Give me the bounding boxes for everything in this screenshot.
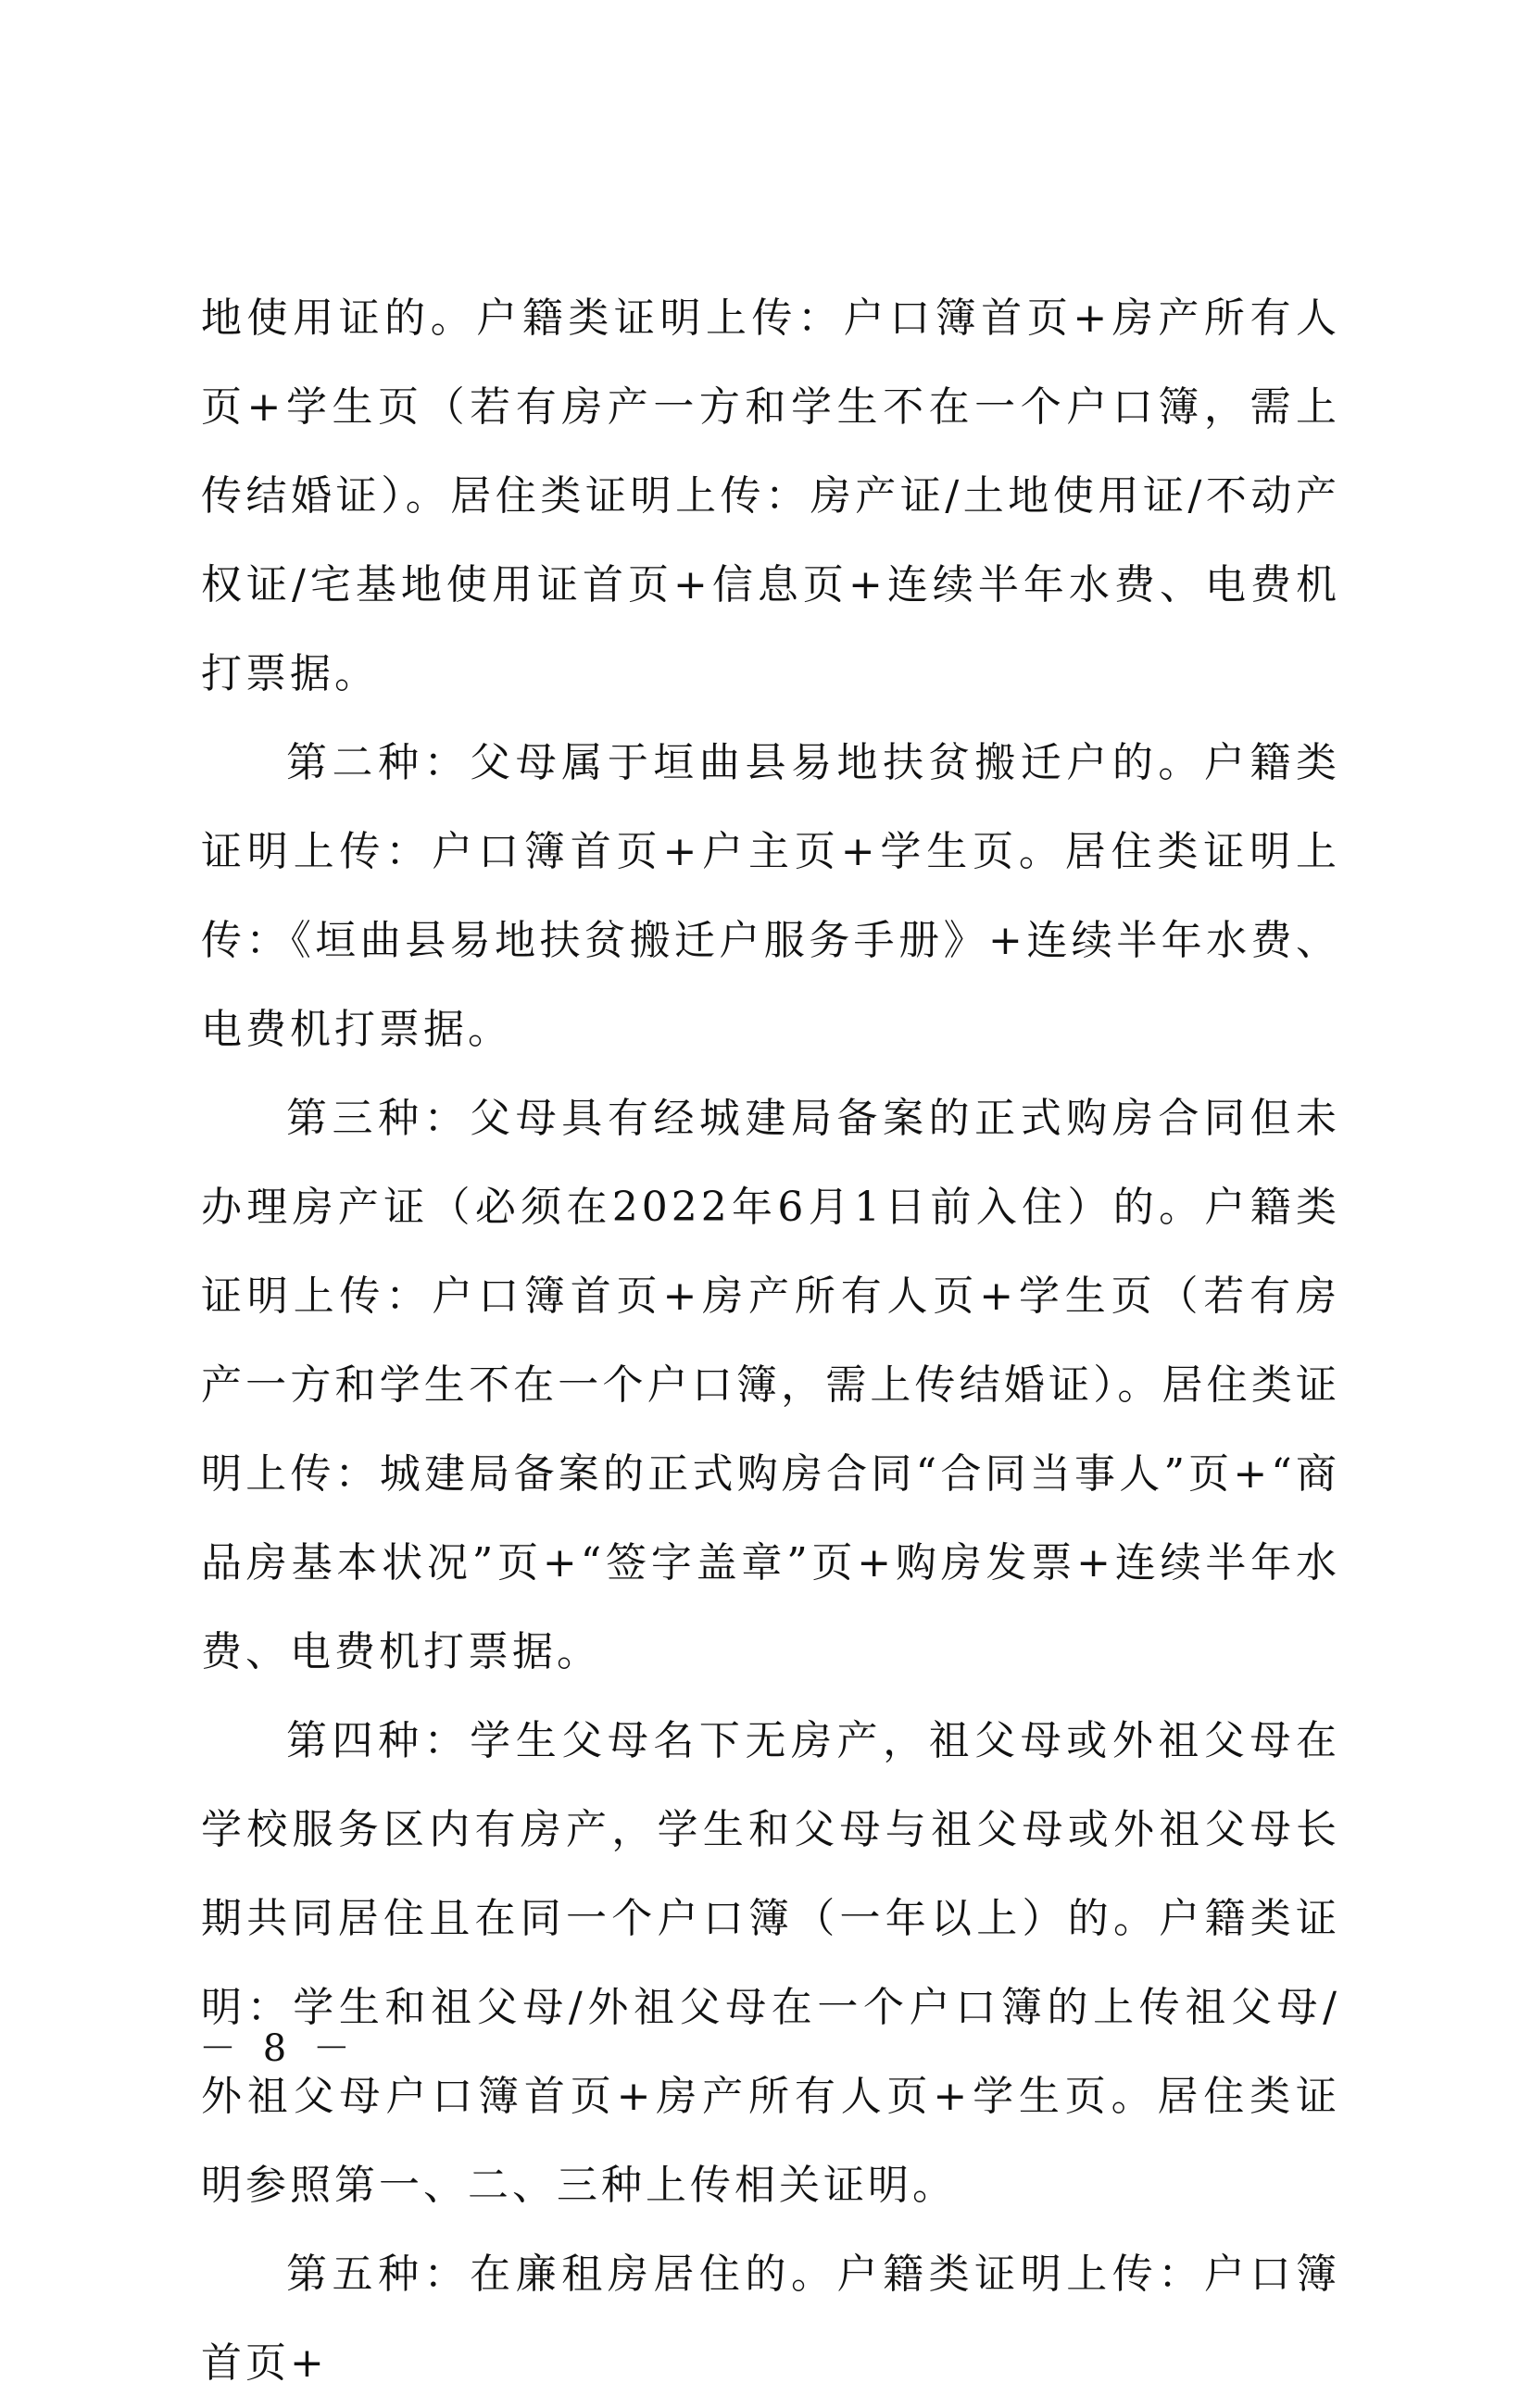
paragraph-type-two: 第二种：父母属于垣曲县易地扶贫搬迁户的。户籍类证明上传：户口簿首页+户主页+学生页。居住类证明上传：《垣曲县易地扶贫搬迁户服务手册》+连续半年水费、电费机打票据。 xyxy=(201,739,1340,1053)
paragraph-continuation: 地使用证的。户籍类证明上传：户口簿首页+房产所有人页+学生页（若有房产一方和学生不在一个户口簿，需上传结婚证）。居住类证明上传：房产证/土地使用证/不动产权证/宅基地使用证首页+信息页+连续半年水费、电费机打票据。 xyxy=(201,295,1340,697)
paragraph-type-five: 第五种：在廉租房居住的。户籍类证明上传：户口簿首页+ xyxy=(201,2251,1340,2387)
page-number: － 8 － xyxy=(199,2027,358,2070)
paragraph-type-four: 第四种：学生父母名下无房产，祖父母或外祖父母在学校服务区内有房产，学生和父母与祖父母或外祖父母长期共同居住且在同一个户口簿（一年以上）的。户籍类证明：学生和祖父母/外祖父母在一个户口簿的上传祖父母/外祖父母户口簿首页+房产所有人页+学生页。居住类证明参照第一、二、三种上传相关证明。 xyxy=(201,1717,1340,2209)
body-text xyxy=(201,274,1340,2408)
paragraph-type-three: 第三种：父母具有经城建局备案的正式购房合同但未办理房产证（必须在2022年6月1日前入住）的。户籍类证明上传：户口簿首页+房产所有人页+学生页（若有房产一方和学生不在一个户口簿，需上传结婚证）。居住类证明上传：城建局备案的正式购房合同“合同当事人”页+“商品房基本状况”页+“签字盖章”页+购房发票+连续半年水费、电费机打票据。 xyxy=(201,1095,1340,1675)
